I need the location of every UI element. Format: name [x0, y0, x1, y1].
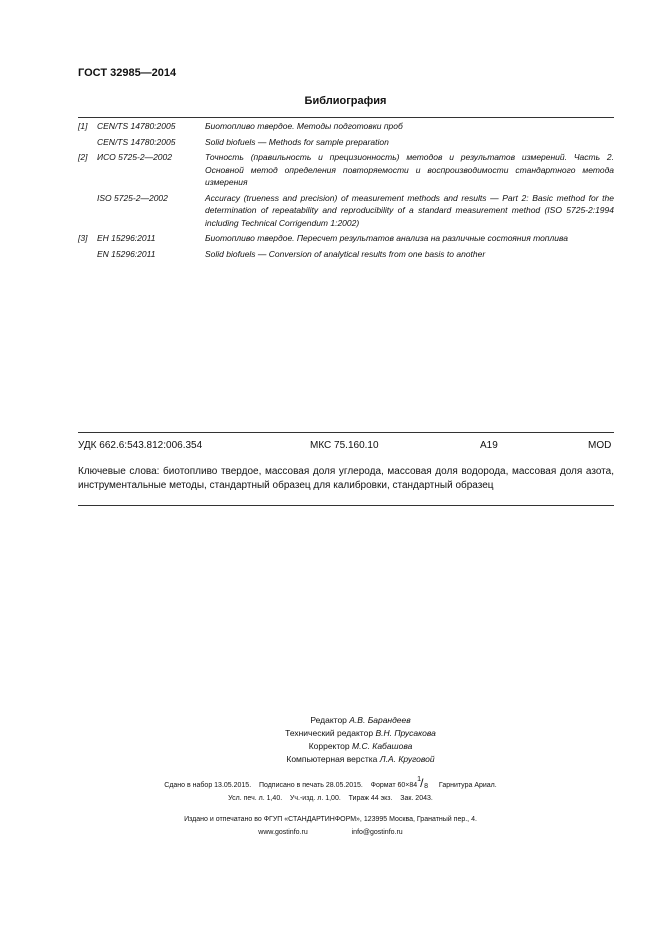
entry-standard: EN 15296:2011: [97, 248, 156, 259]
entry-number: [78, 248, 97, 261]
mks-code: МКС 75.160.10: [310, 440, 379, 451]
email-link[interactable]: info@gostinfo.ru: [351, 829, 403, 836]
website-link[interactable]: www.gostinfo.ru: [258, 829, 308, 836]
entry-standard: CEN/TS 14780:2005: [97, 136, 176, 147]
top-divider: [78, 117, 614, 118]
publisher-contacts: [0, 829, 661, 836]
credit-corrector: Корректор М.С. Кабашова: [308, 741, 413, 751]
entry-number: [1]: [78, 121, 88, 131]
bibliography-entry: [78, 192, 614, 230]
bibliography-entry: [78, 151, 614, 189]
document-id: ГОСТ 32985—2014: [78, 67, 177, 79]
bibliography-list: [78, 120, 614, 263]
bibliography-entry: [78, 232, 614, 245]
entry-title: Accuracy (trueness and precision) of measurement methods and results — Part 2: Basic method for the determination of repeatability and reproducibility of a standard measurement method (ISO 5725-2:1994 including Technical Corrigendum 1:2002): [205, 192, 614, 228]
bibliography-entry: [78, 248, 614, 261]
bibliography-entry: [78, 136, 614, 149]
keywords: Ключевые слова: биотопливо твердое, массовая доля углерода, массовая доля водорода, массовая доля азота, инструментальные методы, стандартный образец для калибровки, стандартный образец: [78, 466, 614, 491]
okstu-code: А19: [480, 440, 498, 451]
entry-title: Точность (правильность и прецизионность) методов и результатов измерений. Часть 2. Основной метод определения повторяемости и воспроизводимости стандартного метода измерения: [205, 152, 614, 187]
imprint-line-2: Усл. печ. л. 1,40. Уч.-изд. л. 1,00. Тираж 44 экз. Зак. 2043.: [228, 795, 433, 802]
keywords-bottom-divider: [78, 505, 614, 506]
entry-number: [78, 136, 97, 149]
entry-number: [3]: [78, 233, 88, 243]
credit-layout: Компьютерная верстка Л.А. Круговой: [286, 754, 435, 764]
mod-marker: MOD: [588, 440, 612, 451]
entry-title: Solid biofuels — Conversion of analytical results from one basis to another: [205, 248, 486, 259]
bibliography-title: Библиография: [304, 95, 387, 107]
imprint-line-1: Сдано в набор 13.05.2015. Подписано в печать 28.05.2015. Формат 60×84 1 / 8 Гарнитура Ариал.: [164, 776, 497, 790]
entry-standard: ИСО 5725-2—2002: [97, 152, 172, 162]
entry-standard: ISO 5725-2—2002: [97, 192, 168, 203]
entry-title: Биотопливо твердое. Пересчет результатов анализа на различные состояния топлива: [205, 233, 568, 243]
entry-number: [78, 192, 97, 230]
entry-number: [2]: [78, 152, 88, 162]
entry-title: Solid biofuels — Methods for sample preparation: [205, 136, 389, 147]
classification-top-divider: [78, 432, 614, 433]
bibliography-entry: [78, 120, 614, 133]
entry-standard: ЕН 15296:2011: [97, 233, 156, 243]
credit-editor: Редактор А.В. Барандеев: [310, 715, 411, 725]
entry-title: Биотопливо твердое. Методы подготовки проб: [205, 121, 403, 131]
udk-code: УДК 662.6:543.812:006.354: [78, 440, 203, 451]
format-fraction: 1 / 8: [417, 776, 429, 790]
publisher-info: Издано и отпечатано во ФГУП «СТАНДАРТИНФОРМ», 123995 Москва, Гранатный пер., 4.: [184, 816, 477, 823]
credit-tech-editor: Технический редактор В.Н. Прусакова: [285, 728, 436, 738]
entry-standard: CEN/TS 14780:2005: [97, 121, 176, 131]
credits-block: [0, 714, 661, 766]
